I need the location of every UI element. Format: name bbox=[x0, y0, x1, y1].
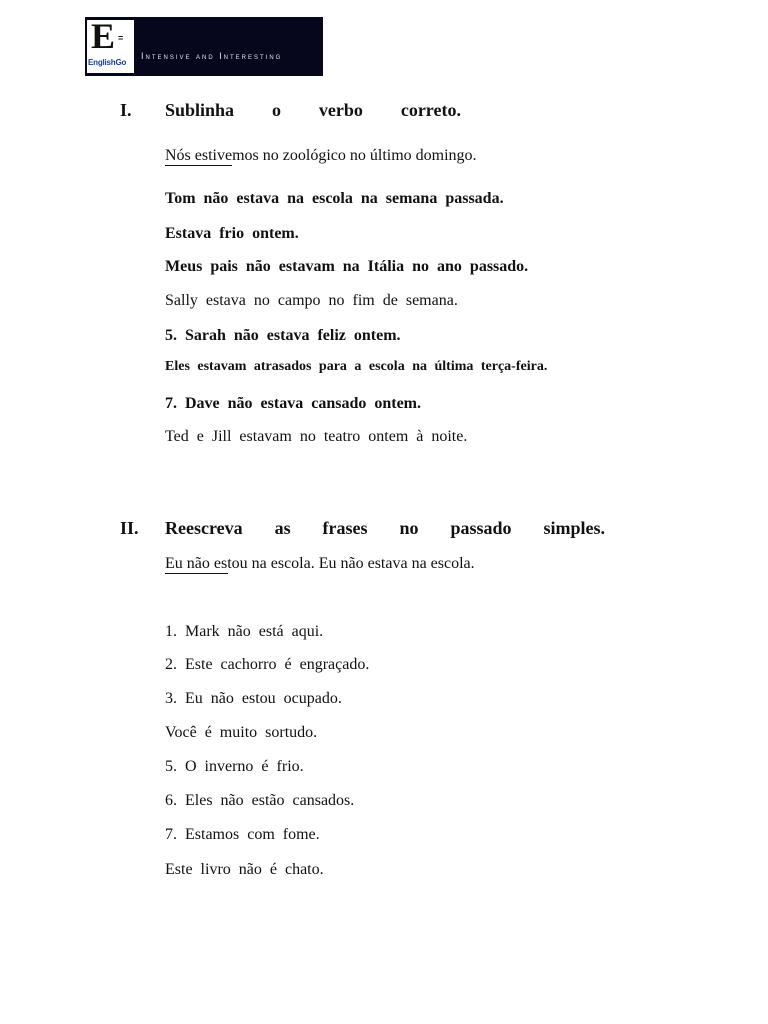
logo-equals: = bbox=[118, 33, 124, 43]
logo-letter: E bbox=[91, 16, 116, 56]
section-2-item: Você é muito sortudo. bbox=[165, 724, 318, 741]
section-2-title-word: frases bbox=[322, 518, 368, 538]
section-1-item: Meus pais não estavam na Itália no ano passado. bbox=[165, 258, 529, 275]
section-2-item: 2. Este cachorro é engraçado. bbox=[165, 656, 370, 673]
section-1-title-word: verbo bbox=[318, 100, 363, 120]
section-2-title-word: Reescreva bbox=[165, 518, 243, 538]
section-2-title-word: simples. bbox=[543, 518, 605, 538]
section-1-item: 7. Dave não estava cansado ontem. bbox=[165, 395, 421, 412]
section-2-item: 1. Mark não está aqui. bbox=[165, 623, 324, 640]
section-1-title-word: o bbox=[271, 100, 281, 120]
section-2-title-word: passado bbox=[450, 518, 512, 538]
section-2-item: Este livro não é chato. bbox=[165, 861, 324, 878]
section-2-title bbox=[165, 519, 605, 537]
section-2-item: 7. Estamos com fome. bbox=[165, 826, 320, 843]
section-1-example: Nós estivemos no zoológico no último domingo. bbox=[165, 147, 477, 164]
section-2-example: Eu não estou na escola. Eu não estava na escola. bbox=[165, 555, 475, 572]
section-2-item: 5. O inverno é frio. bbox=[165, 758, 304, 775]
example-underline bbox=[165, 573, 228, 574]
section-2-item: 6. Eles não estão cansados. bbox=[165, 792, 355, 809]
section-2-item: 3. Eu não estou ocupado. bbox=[165, 690, 342, 707]
section-2-number: II. bbox=[120, 518, 139, 538]
section-1-title-word: Sublinha bbox=[165, 100, 235, 120]
section-1-item: Eles estavam atrasados para a escola na última terça-feira. bbox=[165, 359, 548, 374]
section-1-number: I. bbox=[120, 100, 132, 120]
section-1-item: Tom não estava na escola na semana passada. bbox=[165, 190, 504, 207]
logo-tagline: Intensive and Interesting bbox=[141, 51, 283, 61]
logo-brand: EnglishGo bbox=[88, 58, 127, 67]
section-1-item: 5. Sarah não estava feliz ontem. bbox=[165, 327, 401, 344]
section-1-item: Ted e Jill estavam no teatro ontem à noite. bbox=[165, 428, 468, 445]
section-1-title bbox=[165, 101, 461, 119]
example-underline bbox=[165, 165, 232, 166]
logo-emblem bbox=[87, 16, 134, 73]
section-2-title-word: no bbox=[399, 518, 419, 538]
section-1-item: Sally estava no campo no fim de semana. bbox=[165, 292, 458, 309]
section-2-title-word: as bbox=[274, 518, 291, 538]
englishgo-logo bbox=[85, 17, 323, 76]
section-1-item: Estava frio ontem. bbox=[165, 225, 299, 242]
section-1-title-word: correto. bbox=[400, 100, 461, 120]
